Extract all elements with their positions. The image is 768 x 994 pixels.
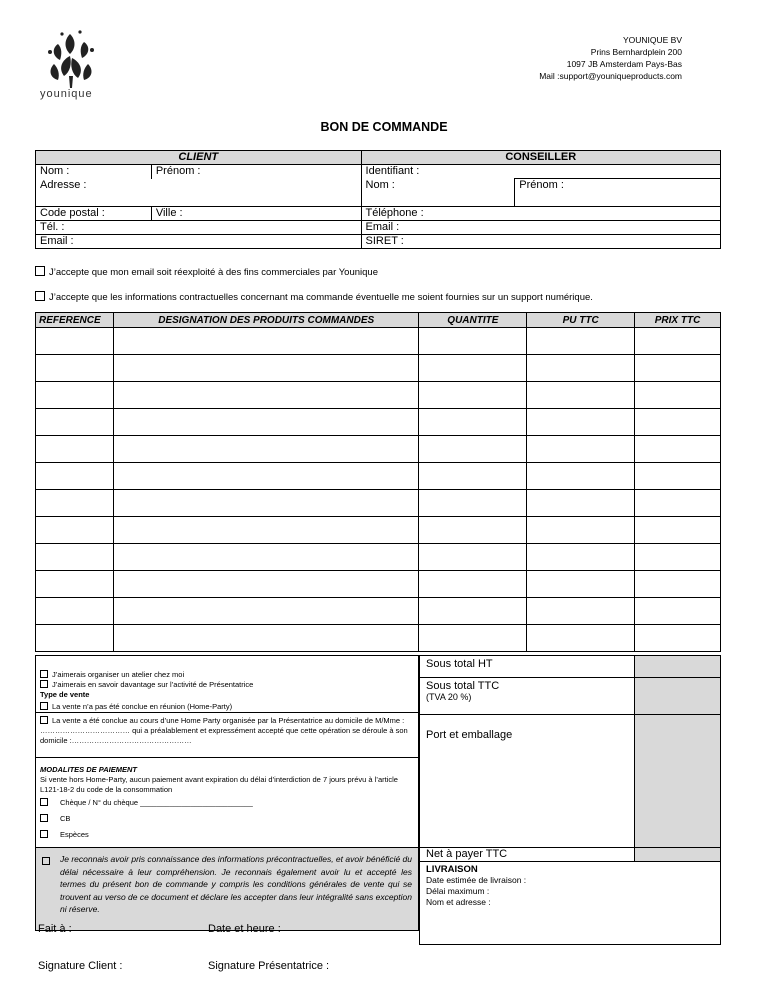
table-cell[interactable] <box>419 490 527 517</box>
table-cell[interactable] <box>113 355 418 382</box>
type-vente-label: Type de vente <box>40 690 90 699</box>
table-cell[interactable] <box>113 625 418 652</box>
consent-numerique-checkbox[interactable] <box>35 291 45 301</box>
table-cell[interactable] <box>113 571 418 598</box>
date-livraison-field[interactable]: Date estimée de livraison : <box>426 875 527 885</box>
table-row <box>36 598 721 625</box>
date-heure-field[interactable]: Date et heure : <box>208 923 281 935</box>
conseiller-nom-field[interactable]: Nom : <box>361 179 515 193</box>
table-cell[interactable] <box>419 517 527 544</box>
products-table <box>35 312 721 652</box>
modalites-text: Si vente hors Home-Party, aucun paiement avant expiration du délai d’interdiction de 7 jours prévu à l’article L121-18-2 du code de la consommation <box>40 775 398 794</box>
home-party-section <box>35 712 419 758</box>
table-cell[interactable] <box>527 409 635 436</box>
adresse-field[interactable]: Adresse : <box>36 179 362 193</box>
table-cell[interactable] <box>113 598 418 625</box>
table-row <box>36 517 721 544</box>
table-cell[interactable] <box>36 517 114 544</box>
company-line: Prins Bernhardplein 200 <box>590 47 682 57</box>
table-row <box>36 571 721 598</box>
table-cell[interactable] <box>419 409 527 436</box>
table-row <box>36 463 721 490</box>
table-cell[interactable] <box>527 355 635 382</box>
table-cell[interactable] <box>635 328 721 355</box>
consent-email-checkbox[interactable] <box>35 266 45 276</box>
reconnais-text: Je reconnais avoir pris connaissance des informations précontractuelles, et avoir bénéficié du délai nécessaire à leur compréhension. Je reconnais également avoir lu et accepté les termes du présent bon de commande y compris les conditions générales de vente qui se trouvent au verso de ce document et déclare les accepter dans leur intégralité sans exception ni réserve. <box>60 854 413 915</box>
especes-checkbox[interactable] <box>40 830 48 838</box>
vente-section <box>35 655 419 713</box>
page-title: BON DE COMMANDE <box>320 120 448 134</box>
logo-text: younique <box>40 88 93 100</box>
livraison-title: LIVRAISON <box>426 864 478 875</box>
company-line: YOUNIQUE BV <box>622 35 682 45</box>
table-cell[interactable] <box>36 409 114 436</box>
table-cell[interactable] <box>36 625 114 652</box>
table-cell[interactable] <box>635 490 721 517</box>
bottom-section <box>35 655 721 945</box>
table-cell[interactable] <box>635 625 721 652</box>
right-column <box>419 655 721 944</box>
net-value[interactable] <box>634 847 721 862</box>
tva-label: (TVA 20 %) <box>426 692 472 702</box>
table-cell[interactable] <box>113 436 418 463</box>
table-cell[interactable] <box>113 382 418 409</box>
table-cell[interactable] <box>113 544 418 571</box>
fait-a-field[interactable]: Fait à : <box>38 923 72 935</box>
table-row <box>36 328 721 355</box>
consent-numerique <box>35 291 593 303</box>
tel-field[interactable]: Tél. : <box>36 221 362 235</box>
activite-label: J’aimerais en savoir davantage sur l’activité de Présentatrice <box>52 680 254 689</box>
home-party-checkbox[interactable] <box>40 716 48 724</box>
table-cell[interactable] <box>113 517 418 544</box>
non-home-checkbox[interactable] <box>40 702 48 710</box>
port-label: Port et emballage <box>419 714 635 848</box>
email-field[interactable]: Email : <box>36 235 362 249</box>
cheque-label: Chèque / N° du chèque ___________________________ <box>60 798 253 807</box>
table-cell[interactable] <box>419 571 527 598</box>
table-cell[interactable] <box>527 463 635 490</box>
cb-checkbox[interactable] <box>40 814 48 822</box>
adresse-blank[interactable] <box>36 192 362 207</box>
table-cell[interactable] <box>419 463 527 490</box>
cheque-checkbox[interactable] <box>40 798 48 806</box>
table-cell[interactable] <box>635 436 721 463</box>
table-cell[interactable] <box>527 598 635 625</box>
ville-field[interactable]: Ville : <box>151 207 361 221</box>
company-line: Mail :support@youniqueproducts.com <box>539 71 682 81</box>
nom-field[interactable]: Nom : <box>36 165 152 179</box>
table-cell[interactable] <box>527 382 635 409</box>
table-cell[interactable] <box>36 598 114 625</box>
table-cell[interactable] <box>36 382 114 409</box>
sous-total-ttc-label: Sous total TTC <box>426 680 500 692</box>
home-party-label: La vente a été conclue au cours d’une Home Party organisée par la Présentatrice au domicile de M/Mme : ……………………………… qui a préalablement et expressément accepté que cette opération se déroule à son domicile :………………………………………… <box>40 716 408 745</box>
table-cell[interactable] <box>635 517 721 544</box>
table-cell[interactable] <box>527 571 635 598</box>
table-cell[interactable] <box>113 409 418 436</box>
table-cell[interactable] <box>419 382 527 409</box>
table-cell[interactable] <box>635 382 721 409</box>
table-cell[interactable] <box>113 463 418 490</box>
company-line: 1097 JB Amsterdam Pays-Bas <box>566 59 682 69</box>
table-cell[interactable] <box>419 436 527 463</box>
table-cell[interactable] <box>36 544 114 571</box>
non-home-label: La vente n’a pas été conclue en réunion (Home-Party) <box>52 702 233 711</box>
table-cell[interactable] <box>635 571 721 598</box>
table-cell[interactable] <box>527 436 635 463</box>
sous-total-ht-label: Sous total HT <box>419 655 635 678</box>
table-cell[interactable] <box>36 436 114 463</box>
table-cell[interactable] <box>419 625 527 652</box>
table-row <box>36 544 721 571</box>
atelier-checkbox[interactable] <box>40 670 48 678</box>
signature-client-field[interactable]: Signature Client : <box>38 960 123 972</box>
especes-label: Espèces <box>60 830 89 839</box>
code-postal-field[interactable]: Code postal : <box>36 207 152 221</box>
client-header: CLIENT <box>36 151 362 165</box>
table-row <box>36 490 721 517</box>
col-quantite: QUANTITE <box>419 313 527 328</box>
reconnais-section <box>35 847 419 931</box>
delai-field[interactable]: Délai maximum : <box>426 886 490 896</box>
table-cell[interactable] <box>527 625 635 652</box>
reconnais-checkbox[interactable] <box>42 857 50 865</box>
consent-numerique-label: J’accepte que les informations contractuelles concernant ma commande éventuelle me soient fournies sur un support numérique. <box>49 292 593 303</box>
siret-field[interactable]: SIRET : <box>361 235 720 249</box>
conseiller-prenom-blank <box>515 192 721 207</box>
table-cell[interactable] <box>635 463 721 490</box>
col-prix-ttc: PRIX TTC <box>635 313 721 328</box>
activite-checkbox[interactable] <box>40 680 48 688</box>
table-cell[interactable] <box>419 328 527 355</box>
table-cell[interactable] <box>36 463 114 490</box>
table-cell[interactable] <box>419 355 527 382</box>
conseiller-email-field[interactable]: Email : <box>361 221 720 235</box>
table-cell[interactable] <box>527 328 635 355</box>
client-conseiller-table <box>35 150 721 249</box>
net-label: Net à payer TTC <box>419 847 635 862</box>
table-cell[interactable] <box>36 571 114 598</box>
identifiant-field[interactable]: Identifiant : <box>361 165 720 179</box>
table-row <box>36 382 721 409</box>
nom-adresse-field[interactable]: Nom et adresse : <box>426 897 491 907</box>
table-cell[interactable] <box>527 544 635 571</box>
signature-presentatrice-field[interactable]: Signature Présentatrice : <box>208 960 330 972</box>
cb-label: CB <box>60 814 71 823</box>
table-cell[interactable] <box>635 544 721 571</box>
telephone-field[interactable]: Téléphone : <box>361 207 720 221</box>
conseiller-nom-blank <box>361 192 515 207</box>
modalites-section <box>35 757 419 848</box>
table-cell[interactable] <box>635 598 721 625</box>
sous-total-ttc-value[interactable] <box>634 677 721 715</box>
table-cell[interactable] <box>36 355 114 382</box>
table-row <box>36 625 721 652</box>
consent-email <box>35 266 378 278</box>
table-cell[interactable] <box>36 490 114 517</box>
col-pu-ttc: PU TTC <box>527 313 635 328</box>
table-cell[interactable] <box>635 355 721 382</box>
company-address <box>539 34 682 82</box>
table-cell[interactable] <box>419 544 527 571</box>
prenom-field[interactable]: Prénom : <box>151 165 361 179</box>
table-cell[interactable] <box>36 328 114 355</box>
port-value[interactable] <box>634 714 721 848</box>
col-reference: REFERENCE <box>36 313 114 328</box>
table-row <box>36 409 721 436</box>
livraison-cell <box>419 861 721 945</box>
modalites-title: MODALITES DE PAIEMENT <box>40 765 137 774</box>
table-cell[interactable] <box>113 490 418 517</box>
sous-total-ttc-cell <box>419 677 635 715</box>
conseiller-prenom-field[interactable]: Prénom : <box>515 179 721 193</box>
table-row <box>36 355 721 382</box>
table-cell[interactable] <box>635 409 721 436</box>
col-designation: DESIGNATION DES PRODUITS COMMANDES <box>113 313 418 328</box>
consent-email-label: J’accepte que mon email soit réexploité à des fins commerciales par Younique <box>49 267 378 278</box>
table-cell[interactable] <box>527 490 635 517</box>
table-cell[interactable] <box>113 328 418 355</box>
left-column <box>35 655 419 944</box>
table-row <box>36 436 721 463</box>
table-cell[interactable] <box>419 598 527 625</box>
atelier-label: J’aimerais organiser un atelier chez moi <box>52 670 185 679</box>
sous-total-ht-value[interactable] <box>634 655 721 678</box>
table-cell[interactable] <box>527 517 635 544</box>
conseiller-header: CONSEILLER <box>361 151 720 165</box>
